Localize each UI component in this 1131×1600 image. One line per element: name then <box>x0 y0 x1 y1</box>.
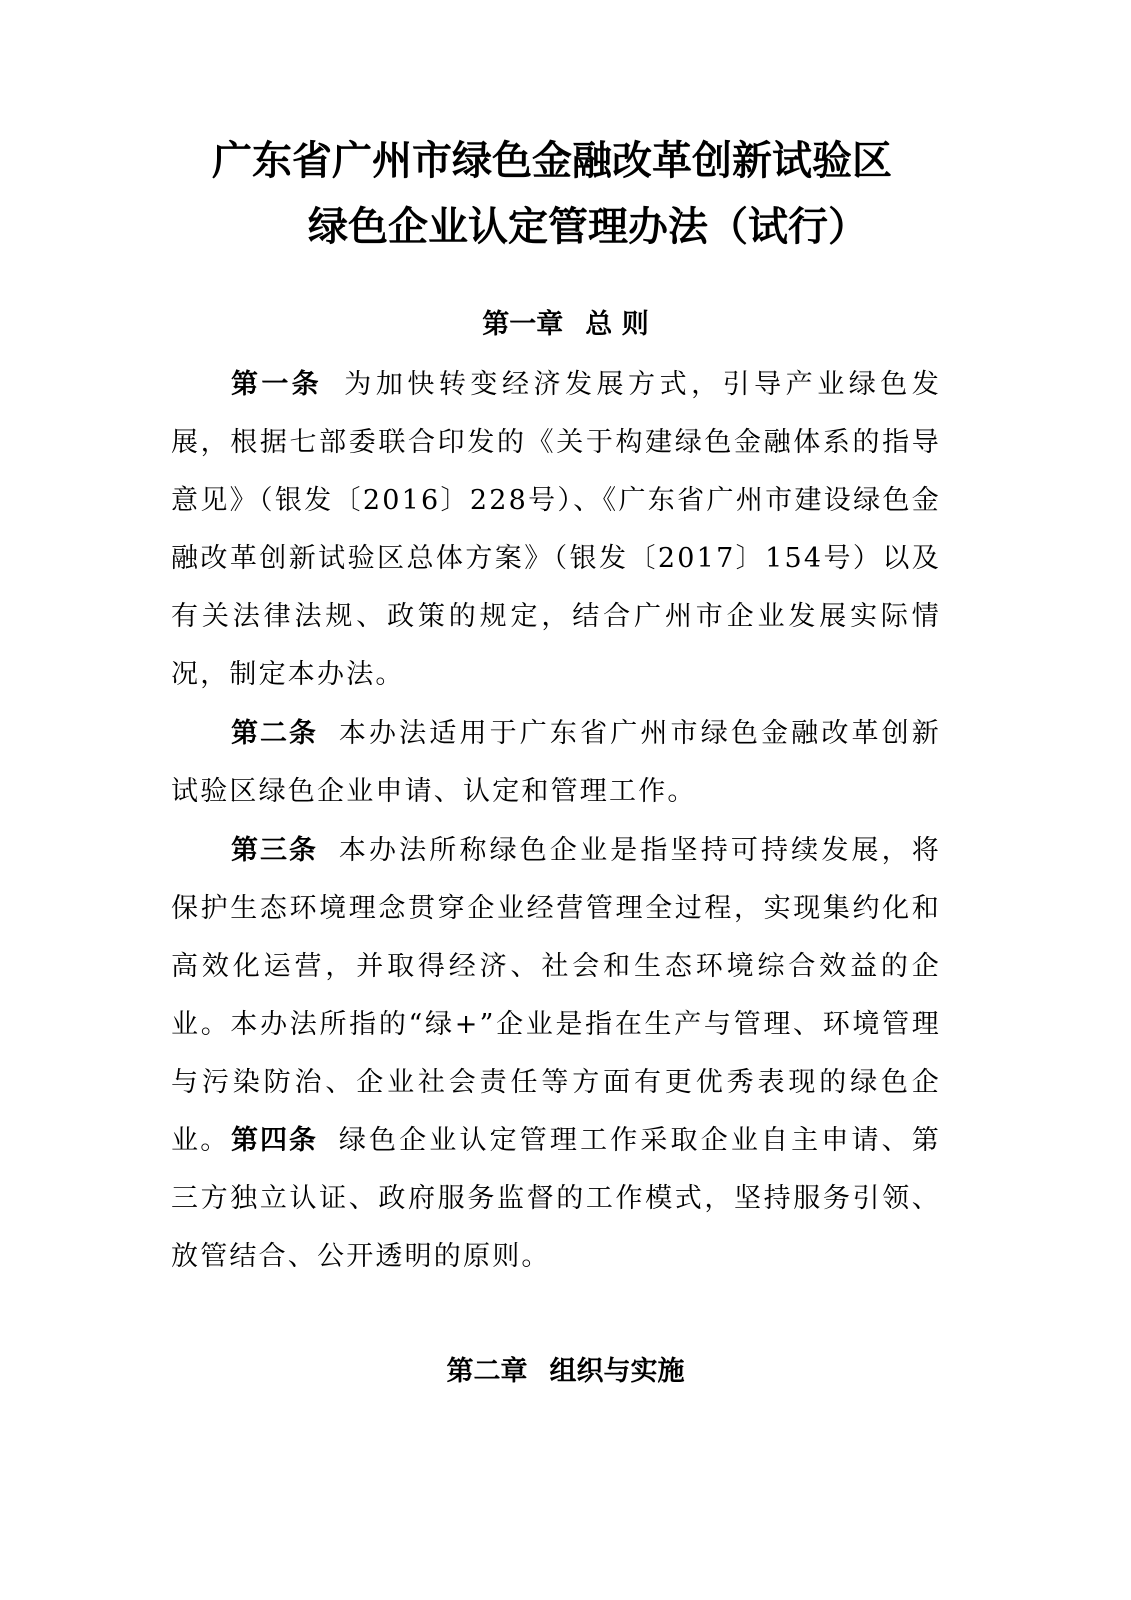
article-1 <box>171 356 941 704</box>
chapter-name: 总 则 <box>585 309 649 340</box>
article-text: 本办法所称绿色企业是指坚持可持续发展，将保护生态环境理念贯穿企业经营管理全过程，实现集约化和高效化运营，并取得经济、社会和生态环境综合效益的企业。本办法所指的“绿+”企业是指在生产与管理、环境管理与污染防治、企业社会责任等方面有更优秀表现的绿色企业。 <box>171 835 942 1156</box>
article-label: 第三条 <box>231 835 318 866</box>
chapter-name: 组织与实施 <box>549 1356 685 1387</box>
document-title <box>160 128 971 260</box>
article-text: 绿色企业认定管理工作采取企业自主申请、第三方独立认证、政府服务监督的工作模式，坚持服务引领、放管结合、公开透明的原则。 <box>171 1125 942 1272</box>
article-2 <box>171 705 941 821</box>
article-text: 本办法适用于广东省广州市绿色金融改革创新试验区绿色企业申请、认定和管理工作。 <box>171 718 942 807</box>
document-title-line-1: 广东省广州市绿色金融改革创新试验区 <box>212 137 892 184</box>
article-label: 第四条 <box>231 1125 318 1156</box>
chapter-1-heading <box>0 305 1131 345</box>
chapter-number: 第一章 <box>482 309 564 340</box>
article-label: 第一条 <box>231 369 322 400</box>
chapter-2-heading <box>0 1352 1131 1392</box>
article-4 <box>171 1112 941 1286</box>
article-text: 为加快转变经济发展方式，引导产业绿色发展，根据七部委联合印发的《关于构建绿色金融体系的指导意见》（银发〔2016〕228号）、《广东省广州市建设绿色金融改革创新试验区总体方案》（银发〔2017〕154号）以及有关法律法规、政策的规定，结合广州市企业发展实际情况，制定本办法。 <box>171 369 941 690</box>
article-label: 第二条 <box>231 718 318 749</box>
document-title-line-2: 绿色企业认定管理办法（试行） <box>308 203 868 250</box>
chapter-number: 第二章 <box>446 1356 528 1387</box>
